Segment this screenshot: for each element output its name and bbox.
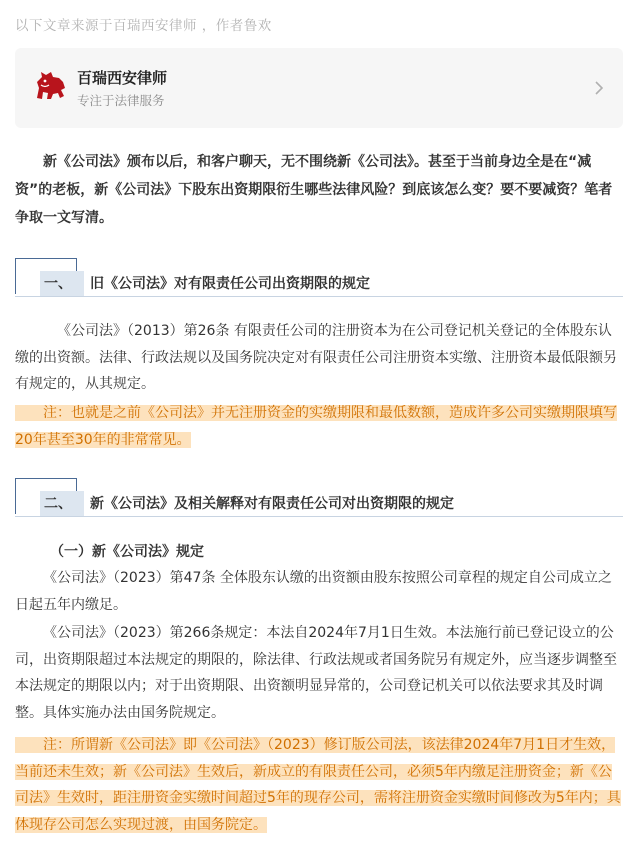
account-tagline: 专注于法律服务 (77, 93, 165, 108)
heading-underline (15, 296, 623, 297)
section-number-1: 一、 (40, 271, 84, 297)
section-heading-1 (15, 258, 623, 296)
section-title-2: 新《公司法》及相关解释对有限责任公司对出资期限的规定 (90, 496, 454, 512)
section-title-1: 旧《公司法》对有限责任公司出资期限的规定 (90, 276, 370, 292)
intro-paragraph: 新《公司法》颁布以后，和客户聊天，无不围绕新《公司法》。甚至于当前身边全是在“减资”的老板，新《公司法》下股东出资期限衍生哪些法律风险？到底该怎么变？要不要减资？笔者争取一文写清。 (15, 154, 613, 226)
account-card[interactable] (15, 48, 623, 128)
article-source-line: 以下文章来源于百瑞西安律师 ，作者鲁欢 (15, 18, 272, 34)
account-name: 百瑞西安律师 (77, 69, 168, 87)
subheading-new-law: （一）新《公司法》规定 (50, 544, 204, 560)
chevron-right-icon[interactable] (591, 79, 607, 97)
law-2023-art47: 《公司法》（2023）第47条 全体股东认缴的出资额由股东按照公司章程的规定自公司成立之日起五年内缴足。 (15, 570, 612, 613)
section-number-2: 二、 (40, 491, 84, 517)
note-1-highlight: 注：也就是之前《公司法》并无注册资金的实缴期限和最低数额，造成许多公司实缴期限填写20年甚至30年的非常常见。 (15, 405, 617, 448)
law-2013-art26: 《公司法》（2013）第26条 有限责任公司的注册资本为在公司登记机关登记的全体股东认缴的出资额。法律、行政法规以及国务院决定对有限责任公司注册资本实缴、注册资本最低限额另有规定的，从其规定。 (15, 323, 617, 392)
note-1 (15, 400, 625, 453)
law-2023-art266: 《公司法》（2023）第266条规定：本法自2024年7月1日生效。本法施行前已登记设立的公司，出资期限超过本法规定的期限的，除法律、行政法规或者国务院另有规定外，应当逐步调整至本法规定的期限以内；对于出资期限、出资额明显异常的，公司登记机关可以依法要求其及时调整。具体实施办法由国务院规定。 (15, 625, 617, 721)
heading-underline (15, 516, 623, 517)
note-2-highlight: 注：所谓新《公司法》即《公司法》（2023）修订版公司法，该法律2024年7月1日才生效，当前还未生效；新《公司法》生效后，新成立的有限责任公司，必须5年内缴足注册资金；新《公司法》生效时，距注册资金实缴时间超过5年的现存公司，需将注册资金实缴时间修改为5年内；具体现存公司怎么实现过渡，由国务院定。 (15, 737, 621, 833)
note-2 (15, 732, 625, 838)
lion-logo-icon (33, 68, 69, 104)
section-heading-2 (15, 478, 623, 516)
